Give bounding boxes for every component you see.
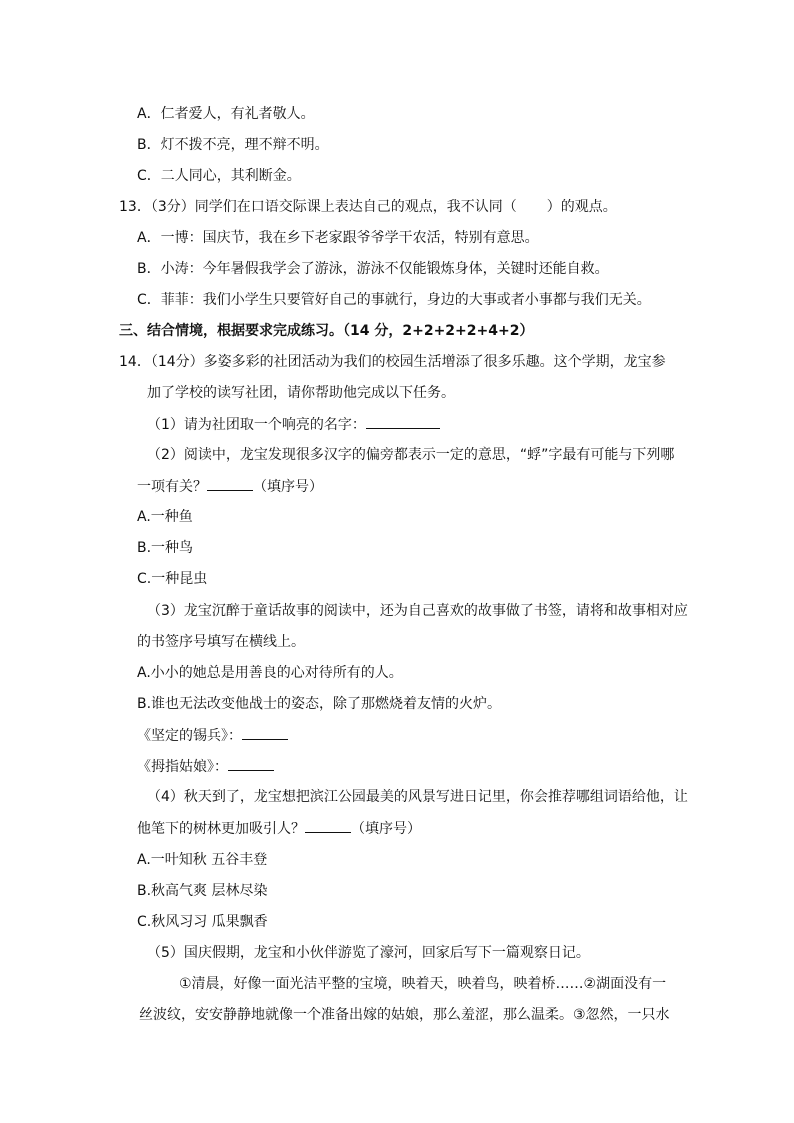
q14-sub4-option-a: A.一叶知秋 五谷丰登 bbox=[137, 852, 268, 868]
q13-stem-before: 13．（3分）同学们在口语交际课上表达自己的观点，我不认同（ bbox=[119, 199, 517, 215]
q14-sub4-line2 bbox=[137, 818, 421, 839]
q14-sub2-prompt: 一项有关？ bbox=[137, 479, 207, 495]
q13-stem bbox=[119, 197, 617, 217]
q14-sub3-story1 bbox=[137, 725, 288, 746]
q14-sub2-option-c: C.一种昆虫 bbox=[137, 571, 208, 587]
q14-stem-line2: 加了学校的读写社团，请你帮助他完成以下任务。 bbox=[147, 385, 455, 401]
q13-option-c: C．菲菲：我们小学生只要管好自己的事就行，身边的大事或者小事都与我们无关。 bbox=[137, 292, 651, 308]
q14-sub4-line1: （4）秋天到了，龙宝想把滨江公园最美的风景写进日记里，你会推荐哪组词语给他，让 bbox=[147, 789, 688, 805]
q14-sub3-story2-blank[interactable] bbox=[228, 756, 274, 771]
q14-sub3-story2 bbox=[137, 756, 274, 777]
q12-option-b: B．灯不拨不亮，理不辩不明。 bbox=[137, 137, 329, 153]
q14-sub2-answer-blank[interactable] bbox=[207, 476, 253, 491]
q13-stem-after: ）的观点。 bbox=[546, 199, 617, 215]
q14-sub1-text: （1）请为社团取一个响亮的名字： bbox=[147, 417, 366, 433]
q14-sub1 bbox=[147, 414, 440, 435]
q14-stem-line1: 14．（14分）多姿多彩的社团活动为我们的校园生活增添了很多乐趣。这个学期，龙宝参 bbox=[119, 354, 666, 370]
q14-sub2-line2 bbox=[137, 476, 323, 497]
q14-sub5: （5）国庆假期，龙宝和小伙伴游览了濠河，回家后写下一篇观察日记。 bbox=[147, 945, 590, 961]
q14-sub4-answer-blank[interactable] bbox=[305, 818, 351, 833]
q14-sub4-prompt: 他笔下的树林更加吸引人？ bbox=[137, 821, 305, 837]
q14-sub3-line2: 的书签序号填写在横线上。 bbox=[137, 634, 305, 650]
diary-passage-line2: 丝波纹，安安静静地就像一个准备出嫁的姑娘，那么羞涩，那么温柔。③忽然，一只水 bbox=[139, 1007, 670, 1023]
q12-option-c: C．二人同心，其利断金。 bbox=[137, 168, 301, 184]
q14-sub2-hint: （填序号） bbox=[253, 479, 323, 495]
q14-sub3-bookmark-a: A.小小的她总是用善良的心对待所有的人。 bbox=[137, 665, 403, 681]
q14-sub3-story1-title: 《坚定的锡兵》： bbox=[137, 728, 242, 744]
q14-sub2-option-b: B.一种鸟 bbox=[137, 540, 194, 556]
q14-sub4-option-b: B.秋高气爽 层林尽染 bbox=[137, 883, 268, 899]
q12-option-a: A．仁者爱人，有礼者敬人。 bbox=[137, 106, 315, 122]
q14-sub3-story1-blank[interactable] bbox=[242, 725, 288, 740]
q14-sub4-option-c: C.秋风习习 瓜果飘香 bbox=[137, 914, 268, 930]
q14-sub3-story2-title: 《拇指姑娘》： bbox=[137, 759, 228, 775]
diary-passage-line1: ①清晨，好像一面光洁平整的宝境，映着天，映着鸟，映着桥……②湖面没有一 bbox=[179, 976, 667, 992]
q14-sub1-answer-blank[interactable] bbox=[366, 414, 440, 429]
q13-option-a: A．一博：国庆节，我在乡下老家跟爷爷学干农活，特别有意思。 bbox=[137, 230, 539, 246]
q13-option-b: B．小涛：今年暑假我学会了游泳，游泳不仅能锻炼身体，关键时还能自救。 bbox=[137, 261, 609, 277]
q14-sub2-option-a: A.一种鱼 bbox=[137, 509, 193, 525]
q14-sub2-line1: （2）阅读中，龙宝发现很多汉字的偏旁都表示一定的意思，“蜉”字最有可能与下列哪 bbox=[147, 447, 675, 463]
q14-sub3-line1: （3）龙宝沉醉于童话故事的阅读中，还为自己喜欢的故事做了书签，请将和故事相对应 bbox=[147, 603, 688, 619]
q14-sub4-hint: （填序号） bbox=[351, 821, 421, 837]
q14-sub3-bookmark-b: B.谁也无法改变他战士的姿态，除了那燃烧着友情的火炉。 bbox=[137, 696, 502, 712]
section-3-heading: 三、结合情境，根据要求完成练习。（14 分，2+2+2+2+4+2） bbox=[119, 323, 534, 339]
